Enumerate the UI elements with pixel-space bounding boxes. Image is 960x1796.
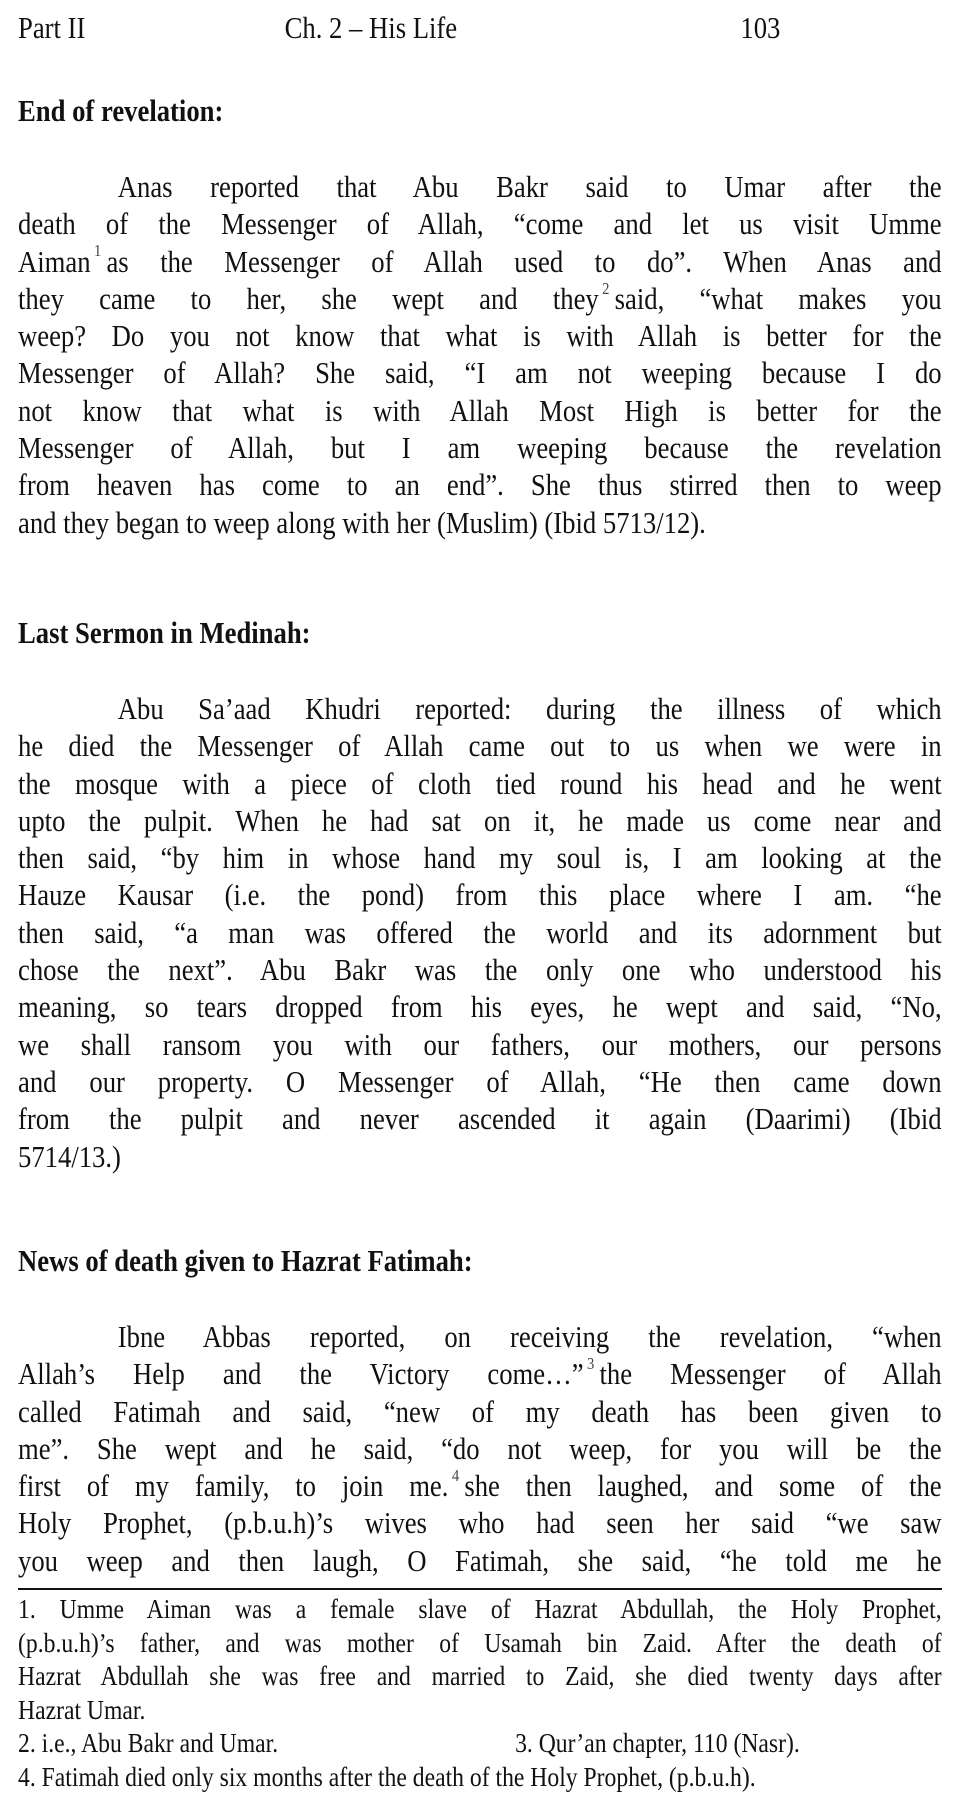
section-heading-end-of-revelation: End of revelation:	[18, 93, 224, 128]
footnote-1-line: Hazrat Abdullah she was free and married to Zaid, she died twenty days after	[18, 1660, 942, 1691]
text-fragment: the Messenger of Allah	[599, 1356, 942, 1392]
text-line: me”. She wept and he said, “do not weep, for you will be the	[18, 1430, 942, 1466]
footnote-divider	[18, 1588, 942, 1590]
paragraph-news-of-death	[18, 1318, 942, 1579]
text-line: Holy Prophet, (p.b.u.h)’s wives who had seen her said “we saw	[18, 1505, 942, 1541]
text-line: from heaven has come to an end”. She thus stirred then to weep	[18, 467, 942, 503]
text-fragment: first of my family, to join me.	[18, 1468, 449, 1504]
paragraph-last-sermon	[18, 690, 942, 1175]
text-line: you weep and then laugh, O Fatimah, she said, “he told me he	[18, 1542, 942, 1578]
text-line: and they began to weep along with her (Muslim) (Ibid 5713/12).	[18, 504, 706, 540]
footnote-ref-1[interactable]: 1	[94, 241, 102, 261]
text-line	[18, 1355, 942, 1392]
text-line: then said, “by him in whose hand my soul is, I am looking at the	[18, 840, 942, 876]
running-head	[18, 8, 813, 48]
footnote-ref-4[interactable]: 4	[451, 1465, 460, 1485]
footnote-1-line: (p.b.u.h)’s father, and was mother of Usamah bin Zaid. After the death of	[18, 1626, 942, 1658]
section-heading-last-sermon: Last Sermon in Medinah:	[18, 615, 311, 650]
section-heading-news-of-death: News of death given to Hazrat Fatimah:	[18, 1243, 473, 1278]
text-line: then said, “a man was offered the world and its adornment but	[18, 914, 942, 950]
text-fragment: Allah’s Help and the Victory come…”	[18, 1356, 584, 1392]
footnote-3: 3. Qur’an chapter, 110 (Nasr).	[515, 1727, 800, 1758]
text-line: chose the next”. Abu Bakr was the only one who understood his	[18, 952, 942, 988]
text-line: and our property. O Messenger of Allah, “He then came down	[18, 1063, 942, 1099]
footnotes	[18, 1592, 942, 1793]
footnote-1-line: 1. Umme Aiman was a female slave of Hazrat Abdullah, the Holy Prophet,	[18, 1593, 942, 1624]
text-fragment: Aiman	[18, 243, 91, 279]
text-line	[18, 243, 942, 280]
text-line	[18, 280, 942, 317]
text-fragment: she then laughed, and some of the	[464, 1468, 942, 1504]
footnote-2-3-line	[18, 1726, 942, 1760]
text-line: death of the Messenger of Allah, “come and let us visit Umme	[18, 206, 942, 242]
text-line: not know that what is with Allah Most High is better for the	[18, 392, 942, 428]
footnote-2: 2. i.e., Abu Bakr and Umar.	[18, 1727, 279, 1758]
text-line: weep? Do you not know that what is with Allah is better for the	[18, 318, 942, 354]
part-label: Part II	[18, 10, 86, 45]
text-fragment: they came to her, she wept and they	[18, 280, 599, 316]
text-line: the mosque with a piece of cloth tied round his head and he went	[18, 765, 942, 801]
text-line: Hauze Kausar (i.e. the pond) from this place where I am. “he	[18, 877, 942, 913]
text-line: meaning, so tears dropped from his eyes, he wept and said, “No,	[18, 989, 942, 1025]
text-line: Abu Sa’aad Khudri reported: during the illness of which	[117, 691, 942, 726]
text-line: Messenger of Allah, but I am weeping because the revelation	[18, 430, 942, 466]
text-line: from the pulpit and never ascended it again (Daarimi) (Ibid	[18, 1101, 942, 1137]
text-line: Anas reported that Abu Bakr said to Umar after the	[117, 169, 942, 204]
text-line: 5714/13.)	[18, 1138, 121, 1174]
text-line: upto the pulpit. When he had sat on it, he made us come near and	[18, 802, 942, 838]
footnote-1-line: Hazrat Umar.	[18, 1693, 146, 1725]
text-line: he died the Messenger of Allah came out to us when we were in	[18, 728, 942, 764]
text-line: we shall ransom you with our fathers, our mothers, our persons	[18, 1026, 942, 1062]
text-fragment: said, “what makes you	[614, 280, 942, 316]
text-line: Messenger of Allah? She said, “I am not weeping because I do	[18, 355, 942, 391]
chapter-title: Ch. 2 – His Life	[284, 10, 458, 45]
paragraph-end-of-revelation	[18, 168, 942, 541]
footnote-ref-2[interactable]: 2	[602, 278, 610, 298]
footnote-4: 4. Fatimah died only six months after the death of the Holy Prophet, (p.b.u.h).	[18, 1760, 756, 1792]
text-line: Ibne Abbas reported, on receiving the revelation, “when	[117, 1319, 942, 1354]
text-fragment: as the Messenger of Allah used to do”. When Anas and	[106, 243, 942, 279]
page-number: 103	[740, 10, 781, 45]
text-line: called Fatimah and said, “new of my death has been given to	[18, 1393, 942, 1429]
text-line	[18, 1467, 942, 1504]
footnote-ref-3[interactable]: 3	[587, 1353, 595, 1373]
